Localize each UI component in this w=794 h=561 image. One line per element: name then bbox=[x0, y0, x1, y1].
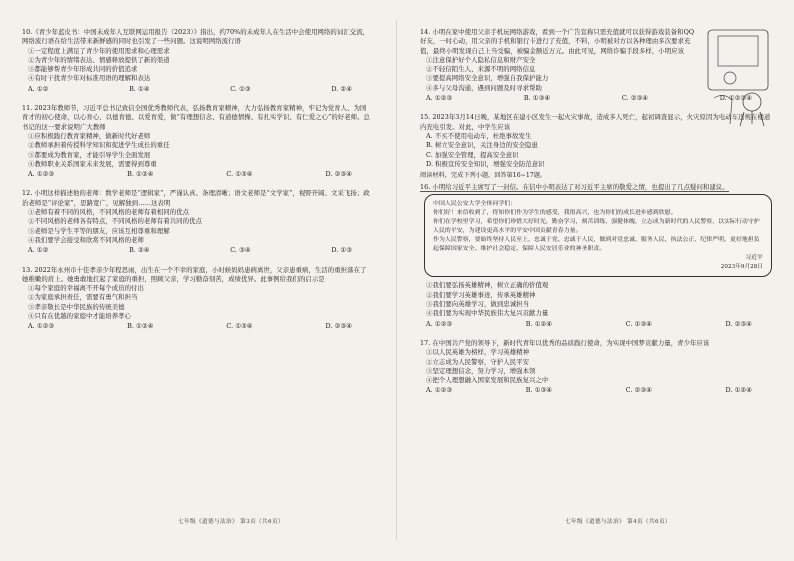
option: ③要提高网络安全意识，增强自我保护能力 bbox=[426, 74, 549, 83]
answer-choices bbox=[22, 84, 372, 94]
choice-d: D. ②③④ bbox=[325, 170, 352, 179]
option: ②立志成为人民警察，守护人民平安 bbox=[426, 357, 530, 366]
choice-b: B. ①③④ bbox=[525, 386, 553, 395]
page-footer-right: 七年级《道德与法治》 第4页（共6页） bbox=[565, 519, 671, 525]
letter-box bbox=[424, 194, 772, 277]
option: C. 加强安全管理，提高安全意识 bbox=[426, 150, 519, 159]
option: ①老师有着不同的风格，不同风格的老师有着相同的优点 bbox=[28, 208, 190, 217]
choice-c: C. ①③ bbox=[230, 84, 251, 93]
choice-d: D. ②③④ bbox=[325, 322, 352, 331]
choice-d: D. ①②③④ bbox=[719, 94, 752, 103]
option: ①应积极践行教育家精神，做新时代好老师 bbox=[28, 131, 151, 140]
choice-b: B. ①②④ bbox=[127, 322, 154, 331]
cartoon-illustration bbox=[704, 28, 772, 128]
choice-c: C. ①③④ bbox=[226, 170, 253, 179]
question-14 bbox=[420, 28, 772, 103]
choice-b: B. ①②④ bbox=[525, 319, 553, 328]
question-stem: 13. 2022年永州市十佳孝亲少年程思雨，出生在一个不幸的家庭，小时候妈妈患病离世，父亲患重病，生活的重担落在了她稚嫩的肩上。她勇敢地扛起了家庭的重担，照顾父亲，学习勤奋刻苦，成绩优异。此事例给我们的启示是 bbox=[22, 265, 367, 283]
letter-line: 作为人民警察，要始终坚持人民至上，忠诚于党、忠诚于人民，做到对党忠诚、服务人民、执法公正、纪律严明，更好地担负起保障国家安全、维护社会稳定、保障人民安居乐业的神圣职责。 bbox=[433, 237, 760, 253]
option: ②为青少年的情绪表达、情感释放提供了新的渠道 bbox=[28, 55, 170, 64]
choice-a: A. ①②③ bbox=[28, 322, 55, 331]
choice-c: C. ①③④ bbox=[226, 322, 253, 331]
question-stem: 17. 在中国共产党的领导下，新时代青年以优秀的品质践行使命，为实现中国梦贡献力量，青少年应该 bbox=[420, 338, 710, 347]
choice-b: B. ②④ bbox=[129, 246, 150, 255]
option: ④只有在优越的家庭中才能培养孝心 bbox=[28, 312, 132, 321]
letter-line: 中国人民公安大学全体同学们： bbox=[433, 201, 517, 208]
choice-c: C. ②③④ bbox=[625, 386, 652, 395]
letter-line: 你们好！来信收到了，得知你们作为学生的感受，我很高兴，也为你们的成长进步感到欣慰。 bbox=[433, 210, 677, 217]
option: ②我们要学习英雄事迹，传承英雄精神 bbox=[426, 290, 536, 299]
option: ③都要成为教育家，才能引导学生全面发展 bbox=[28, 150, 151, 159]
option: ④教师职业关系国家未来发展，需要得到尊重 bbox=[28, 159, 157, 168]
option: ②教师承担着传授科学知识和促进学生成长的重任 bbox=[28, 141, 170, 150]
question-13 bbox=[22, 266, 372, 332]
question-stem: 12. 小明这样描述他的老师：数学老师是“逻辑家”，严谨认真、条理清晰；语文老师是“文学家”，视野开阔、文采飞扬；政治老师是“评论家”，思路宽广，见解独到……这表明 bbox=[22, 189, 370, 207]
answer-choices bbox=[22, 245, 372, 255]
choice-c: C. ①③④ bbox=[625, 319, 652, 328]
question-stem: 16. 小明给习近平主席写了一封信。在信中小明表达了对习近平主席的敬爱之情，也提出了几点疑问和建议。 bbox=[420, 183, 729, 192]
answer-choices bbox=[22, 169, 372, 179]
option: ④有时干扰青少年对标准用语的理解和表达 bbox=[28, 74, 151, 83]
option: ①一定程度上满足了青少年的使用需求和心理需求 bbox=[28, 46, 170, 55]
choice-a: A. ①②③ bbox=[426, 94, 453, 103]
question-stem: 10.《青少年蓝皮书：中国未成年人互联网运用报告（2023）》指出，约70%的未成年人在生活中会使用网络的词汇交流，网络流行语在给生活带来新鲜感的同时也引发了一些问题。这说明网络流行语 bbox=[22, 28, 370, 46]
question-16 bbox=[420, 183, 772, 329]
question-11 bbox=[22, 104, 372, 179]
question-stem: 14. 小明在家中使用父亲手机玩网络游戏，看到一个广告宣称只需充值就可以获得游戏装备和QQ好友，一时心动，用父亲的手机和银行卡进行了充值，不料，小明被对方以各种理由多次要求充值，最终小明发现自己上当受骗，被骗金额近万元。由此可见，网络诈骗手段多样，小明应该 bbox=[420, 28, 695, 55]
right-page bbox=[420, 28, 772, 398]
option: ①我们要弘扬英雄精神，树立正确的价值观 bbox=[426, 281, 549, 290]
option: B. 树立安全意识，关注身边的安全隐患 bbox=[426, 141, 538, 150]
letter-date: 2023年9月28日 bbox=[720, 264, 763, 271]
option: ③孝亲敬长是中华民族的传统美德 bbox=[28, 302, 125, 311]
option: ④把个人理想融入国家发展和民族复兴之中 bbox=[426, 376, 549, 385]
answer-choices bbox=[420, 319, 772, 329]
question-10 bbox=[22, 28, 372, 94]
choice-a: A. ①② bbox=[28, 84, 49, 93]
option: ③我们要向英雄学习，做到忠诚担当 bbox=[426, 300, 530, 309]
left-page bbox=[22, 28, 372, 334]
option: A. 不买不使用电动车，杜绝事故发生 bbox=[426, 131, 532, 140]
choice-d: D. ①②④ bbox=[725, 386, 752, 395]
choice-a: A. ①②③ bbox=[426, 319, 453, 328]
question-stem: 15. 2023年3月14日晚，某地区在建小区发生一起火灾事故，造成多人死亡，起初调查显示，火灾原因为电动车违规在楼道内充电引发。对此，中学生应该 bbox=[420, 113, 771, 131]
answer-choices bbox=[420, 385, 772, 395]
option: ④我们要学会接受和欣赏不同风格的老师 bbox=[28, 235, 144, 244]
choice-b: B. ①③④ bbox=[523, 94, 551, 103]
option: ③都能够帮青少年形成共同的价值追求 bbox=[28, 65, 138, 74]
letter-line: 你们在学校里学习，希望你们珍惜大好时光，勤奋学习，刻苦训练，强健体魄，立志成为新时代的人民警察，以实际行动守护人民的平安，为建设更高水平的平安中国贡献青春力量。 bbox=[433, 219, 760, 235]
choice-a: A. ①②③ bbox=[426, 386, 453, 395]
choice-a: A. ①②③ bbox=[28, 170, 55, 179]
page-footer-left: 七年级《道德与法治》 第3页（共6页） bbox=[178, 519, 284, 525]
option: ②为家庭承担责任，需要有勇气和担当 bbox=[28, 293, 138, 302]
option: ①每个家庭的幸福离不开每个成员的付出 bbox=[28, 284, 144, 293]
letter-signature: 习近平 bbox=[745, 255, 763, 262]
choice-c: C. ②③④ bbox=[621, 94, 649, 103]
choice-c: C. ③④ bbox=[230, 246, 251, 255]
option: ①以人民英雄为榜样，学习英雄精神 bbox=[426, 348, 530, 357]
choice-b: B. ①④ bbox=[129, 84, 150, 93]
option: ②不同风格的老师各有特点，不同风格的老师有着共同的优点 bbox=[28, 217, 202, 226]
choice-a: A. ①② bbox=[28, 246, 49, 255]
reading-note: 阅读材料，完成下列小题，回答第16~17题。 bbox=[420, 172, 547, 180]
page-fold bbox=[396, 20, 397, 540]
option: ③老师是与学生平等的朋友，应该互相尊重和理解 bbox=[28, 226, 170, 235]
option: ①注意保护好个人隐私信息和财产安全 bbox=[426, 55, 536, 64]
option: ③坚定理想信念，努力学习，增强本领 bbox=[426, 366, 536, 375]
option: ②不轻信陌生人、来源不明的网络信息 bbox=[426, 65, 536, 74]
option: ④我们要为实现中华民族伟大复兴贡献力量 bbox=[426, 309, 549, 318]
choice-d: D. ①③ bbox=[331, 246, 352, 255]
question-12 bbox=[22, 189, 372, 255]
choice-b: B. ①②④ bbox=[127, 170, 154, 179]
option: D. 积极宣传安全知识，增强安全防范意识 bbox=[426, 159, 545, 168]
choice-d: D. ②④ bbox=[331, 84, 352, 93]
question-17 bbox=[420, 339, 772, 396]
answer-choices bbox=[22, 321, 372, 331]
choice-d: D. ②③④ bbox=[725, 319, 752, 328]
option: ④多与父母沟通，遇到问题及时寻求帮助 bbox=[426, 83, 542, 92]
question-stem: 11. 2023年教师节，习近平总书记致信全国优秀教师代表，弘扬教育家精神，大力弘扬教育家精神，牢记为党育人、为国育才的初心使命，以心育心、以德育德、以爱育爱，做“有理想信念、有道德情操、有扎实学识、有仁爱之心”的好老师。总书记的这一要求说明广大教师 bbox=[22, 104, 370, 131]
